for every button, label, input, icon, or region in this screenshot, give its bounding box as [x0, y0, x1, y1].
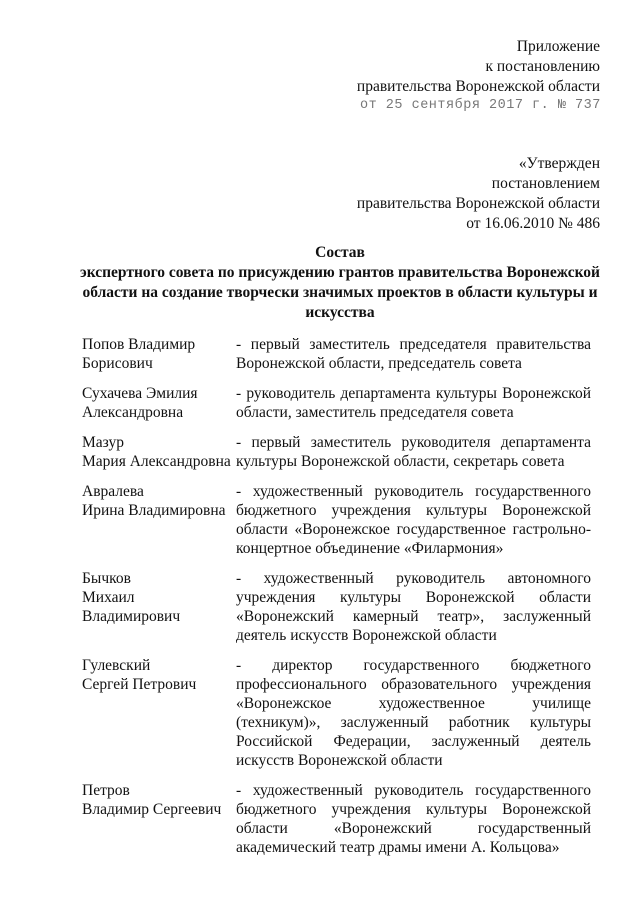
member-name-line: Владимир Сергеевич: [82, 801, 222, 818]
appendix-header: [357, 37, 600, 97]
document-title: [70, 243, 610, 323]
appendix-line: Приложение: [516, 38, 600, 55]
approval-line: постановлением: [491, 175, 600, 192]
member-role: - художественный руководитель государственного бюджетного учреждения культуры Воронежской области «Воронежский государственный академический театр драмы имени А. Кольцова»: [236, 782, 591, 856]
member-row: [82, 482, 591, 558]
member-role: - первый заместитель председателя правительства Воронежской области, председатель совета: [236, 336, 591, 372]
member-row: [82, 433, 591, 471]
member-name-line: Петров: [82, 782, 130, 799]
member-row: [82, 569, 591, 645]
member-name: [82, 569, 236, 645]
member-name-line: Александровна: [82, 404, 184, 421]
member-name: [82, 781, 236, 857]
member-name: [82, 482, 236, 558]
member-name-line: Сергей Петрович: [82, 676, 197, 693]
member-name-line: Попов Владимир: [82, 336, 196, 353]
members-list: [82, 335, 591, 868]
member-role: - художественный руководитель автономного учреждения культуры Воронежской области «Воронежский камерный театр», заслуженный деятель искусств Воронежской области: [236, 570, 591, 644]
member-name-line: Авралева: [82, 483, 144, 500]
approval-line: от 16.06.2010 № 486: [466, 215, 600, 232]
approval-line: правительства Воронежской области: [356, 195, 600, 212]
member-name-line: Бычков: [82, 570, 131, 587]
member-name-line: Михаил: [82, 589, 135, 606]
member-role: - первый заместитель руководителя департамента культуры Воронежской области, секретарь совета: [236, 434, 591, 470]
member-name-line: Владимирович: [82, 608, 181, 625]
member-name: [82, 335, 236, 373]
title-heading: Состав: [315, 244, 365, 261]
member-row: [82, 656, 591, 770]
approval-line: «Утвержден: [518, 155, 600, 172]
member-row: [82, 335, 591, 373]
appendix-line: к постановлению: [485, 58, 600, 75]
member-name-line: Сухачева Эмилия: [82, 385, 198, 402]
member-name-line: Ирина Владимировна: [82, 502, 226, 519]
member-role: - художественный руководитель государственного бюджетного учреждения культуры Воронежской области «Воронежское государственное гастрольно-концертное объединение «Филармония»: [236, 483, 591, 557]
member-row: [82, 384, 591, 422]
member-role: - руководитель департамента культуры Воронежской области, заместитель председателя совета: [236, 385, 591, 421]
member-name-line: Борисович: [82, 355, 153, 372]
member-name-line: Мазур: [82, 434, 124, 451]
member-row: [82, 781, 591, 857]
title-subheading: экспертного совета по присуждению грантов правительства Воронежской области на создание творчески значимых проектов в области культуры и искусства: [80, 264, 600, 321]
member-name: [82, 384, 236, 422]
member-name: [82, 656, 236, 770]
appendix-line: правительства Воронежской области: [356, 78, 600, 95]
member-name-line: Мария Александровна: [82, 453, 231, 470]
member-name: [82, 433, 236, 471]
date-number-stamp: от 25 сентября 2017 г. № 737: [360, 98, 601, 113]
member-role: - директор государственного бюджетного профессионального образовательного учреждения «Воронежское художественное училище (техникум)», заслуженный работник культуры Российской Федерации, заслуженный деятель искусств Воронежской области: [236, 657, 591, 769]
approval-header: [357, 154, 600, 234]
member-name-line: Гулевский: [82, 657, 151, 674]
